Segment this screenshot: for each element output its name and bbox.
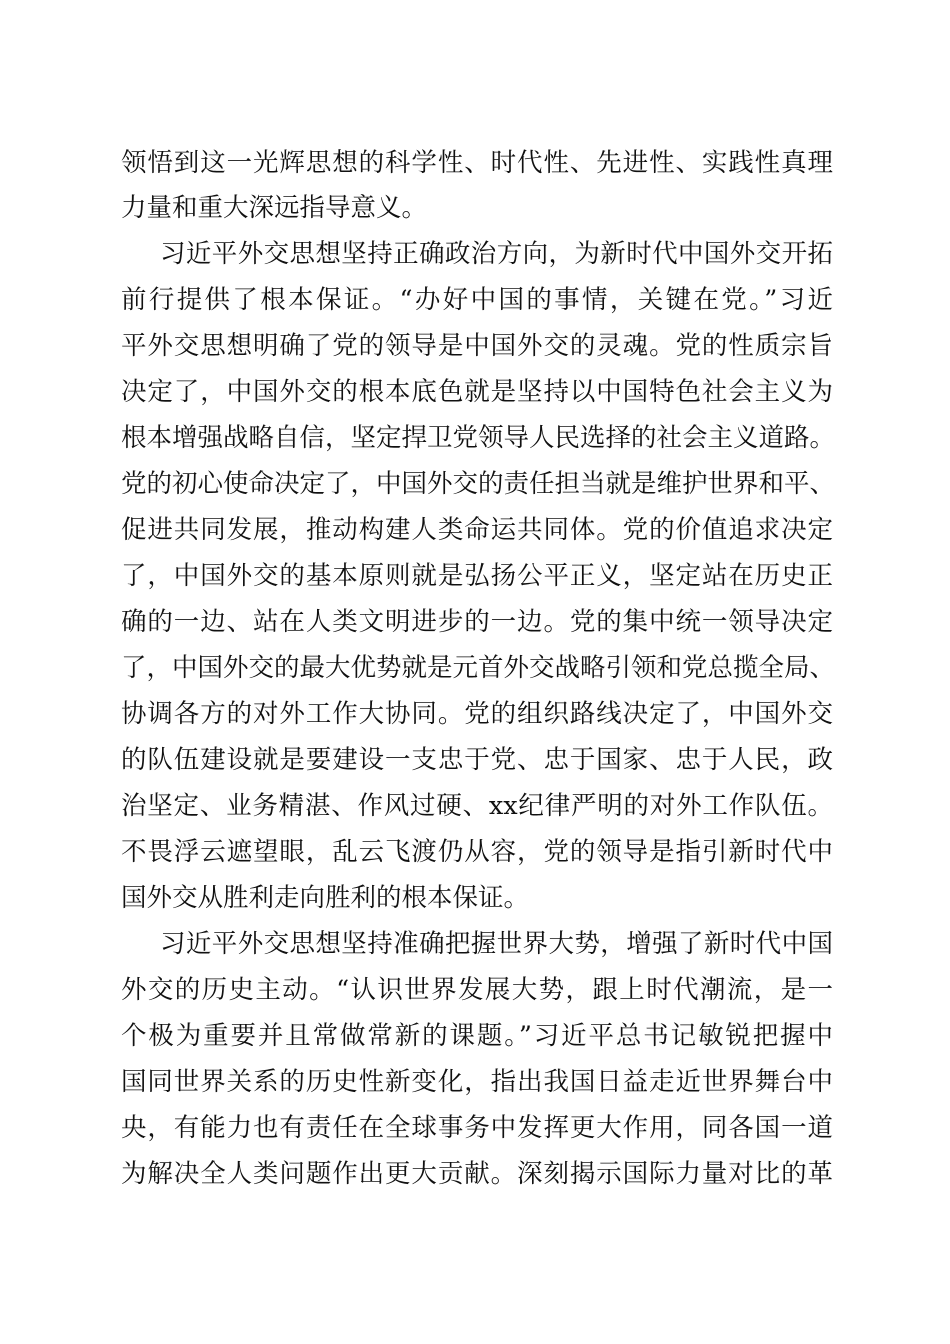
paragraph-line: 领悟到这一光辉思想的科学性、时代性、先进性、实践性真理 — [121, 148, 833, 178]
paragraph-line: 个极为重要并且常做常新的课题。”习近平总书记敏锐把握中 — [121, 1021, 833, 1051]
paragraph-line: 协调各方的对外工作大协同。党的组织路线决定了，中国外交 — [121, 699, 833, 729]
paragraph-line: 前行提供了根本保证。“办好中国的事情，关键在党。”习近 — [121, 285, 833, 315]
paragraph-line: 不畏浮云遮望眼，乱云飞渡仍从容，党的领导是指引新时代中 — [121, 837, 833, 867]
paragraph-line: 决定了，中国外交的根本底色就是坚持以中国特色社会主义为 — [121, 377, 833, 407]
paragraph-line: 为解决全人类问题作出更大贡献。深刻揭示国际力量对比的革 — [121, 1159, 833, 1189]
paragraph-line: 党的初心使命决定了，中国外交的责任担当就是维护世界和平、 — [121, 469, 836, 499]
paragraph-line: 促进共同发展，推动构建人类命运共同体。党的价值追求决定 — [121, 515, 833, 545]
paragraph-line: 了，中国外交的基本原则就是弘扬公平正义，坚定站在历史正 — [121, 561, 833, 591]
paragraph-line: 平外交思想明确了党的领导是中国外交的灵魂。党的性质宗旨 — [121, 331, 833, 361]
paragraph-line: 外交的历史主动。“认识世界发展大势，跟上时代潮流，是一 — [121, 975, 833, 1005]
paragraph-line: 了，中国外交的最大优势就是元首外交战略引领和党总揽全局、 — [121, 653, 836, 683]
paragraph-first-line: 习近平外交思想坚持准确把握世界大势，增强了新时代中国 — [160, 929, 833, 959]
paragraph-line: 国同世界关系的历史性新变化，指出我国日益走近世界舞台中 — [121, 1067, 833, 1097]
paragraph-first-line: 习近平外交思想坚持正确政治方向，为新时代中国外交开拓 — [160, 239, 833, 269]
paragraph-line: 根本增强战略自信，坚定捍卫党领导人民选择的社会主义道路。 — [121, 423, 836, 453]
paragraph-line: 的队伍建设就是要建设一支忠于党、忠于国家、忠于人民，政 — [121, 745, 833, 775]
paragraph-line: 国外交从胜利走向胜利的根本保证。 — [121, 883, 530, 913]
paragraph-line: 确的一边、站在人类文明进步的一边。党的集中统一领导决定 — [121, 607, 833, 637]
paragraph-line: 力量和重大深远指导意义。 — [121, 193, 428, 223]
paragraph-line: 央，有能力也有责任在全球事务中发挥更大作用，同各国一道 — [121, 1113, 833, 1143]
paragraph-line: 治坚定、业务精湛、作风过硬、xx纪律严明的对外工作队伍。 — [121, 791, 833, 821]
